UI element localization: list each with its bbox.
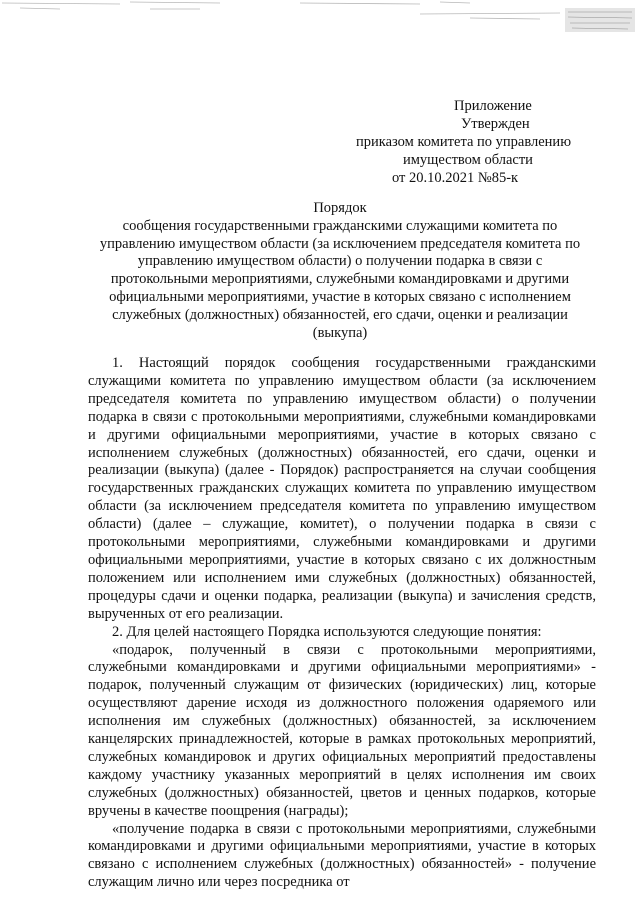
definition-gift: «подарок, полученный в связи с протокольными мероприятиями, служебными командировками и другими официальными мероприятиями» - подарок, полученный служащим от физических (юридических) лиц, которые осуществляют дарение исходя из должностного положения одаряемого или исполнения им служебных (должностных) обязанностей, за исключением канцелярских принадлежностей, которые в рамках протокольных мероприятий, служебных командировок и других официальных мероприятий предоставлены каждому участнику указанных мероприятий в целях исполнения им своих служебных (должностных) обязанностей, цветов и ценных подарков, которые вручены в качестве поощрения (награды); <box>88 641 596 819</box>
approval-stamp-block <box>330 97 610 187</box>
paragraph-2: 2. Для целей настоящего Порядка используются следующие понятия: <box>112 623 542 640</box>
title-line: управлению имуществом области (за исключением председателя комитета по <box>99 235 581 252</box>
document-body <box>88 355 596 892</box>
title-line: (выкупа) <box>312 324 368 341</box>
approval-order-line: приказом комитета по управлению <box>356 134 572 150</box>
appendix-label: Приложение <box>454 98 532 114</box>
title-line: служебных (должностных) обязанностей, его сдачи, оценки и реализации <box>112 306 568 323</box>
title-line: протокольными мероприятиями, служебными командировками и другими <box>110 271 570 288</box>
approval-org-line: имуществом области <box>403 152 533 168</box>
paragraph-1: 1. Настоящий порядок сообщения государственными гражданскими служащими комитета по управлению имуществом области (за исключением председателя комитета по управлению имуществом области) о получении подарка в связи с протокольными мероприятиями, служебными командировками и другими официальными мероприятиями, участие в которых связано с исполнением служебных (должностных) обязанностей, его сдачи, оценки и реализации (выкупа) (далее - Порядок) распространяется на случаи сообщения государственных гражданских служащих комитета по управлению имуществом области (за исключением председателя комитета по управлению имуществом области) (далее – служащие, комитет), о получении подарка в связи с протокольными мероприятиями, служебными командировками и другими официальными мероприятиями, участие в которых связано с их должностным положением или исполнением ими служебных (должностных) обязанностей, процедуры сдачи и оценки подарка, реализации (выкупа) и зачисления средств, вырученных от его реализации. <box>88 355 596 622</box>
title-line: управлению имуществом области) о получении подарка в связи с <box>137 253 543 270</box>
title-line: официальными мероприятиями, участие в которых связано с исполнением <box>109 288 571 305</box>
title-heading: Порядок <box>313 200 367 216</box>
title-line: сообщения государственными гражданскими служащими комитета по <box>122 217 558 234</box>
approved-label: Утвержден <box>461 116 530 132</box>
approval-date-number: от 20.10.2021 №85-к <box>392 170 519 186</box>
definition-receipt: «получение подарка в связи с протокольными мероприятиями, служебными командировками и другими официальными мероприятиями, участие в которых связано с исполнением служебных (должностных) обязанностей» - получение служащим лично или через посредника от <box>88 820 596 891</box>
scan-artifact <box>0 0 640 40</box>
document-title <box>80 200 600 342</box>
